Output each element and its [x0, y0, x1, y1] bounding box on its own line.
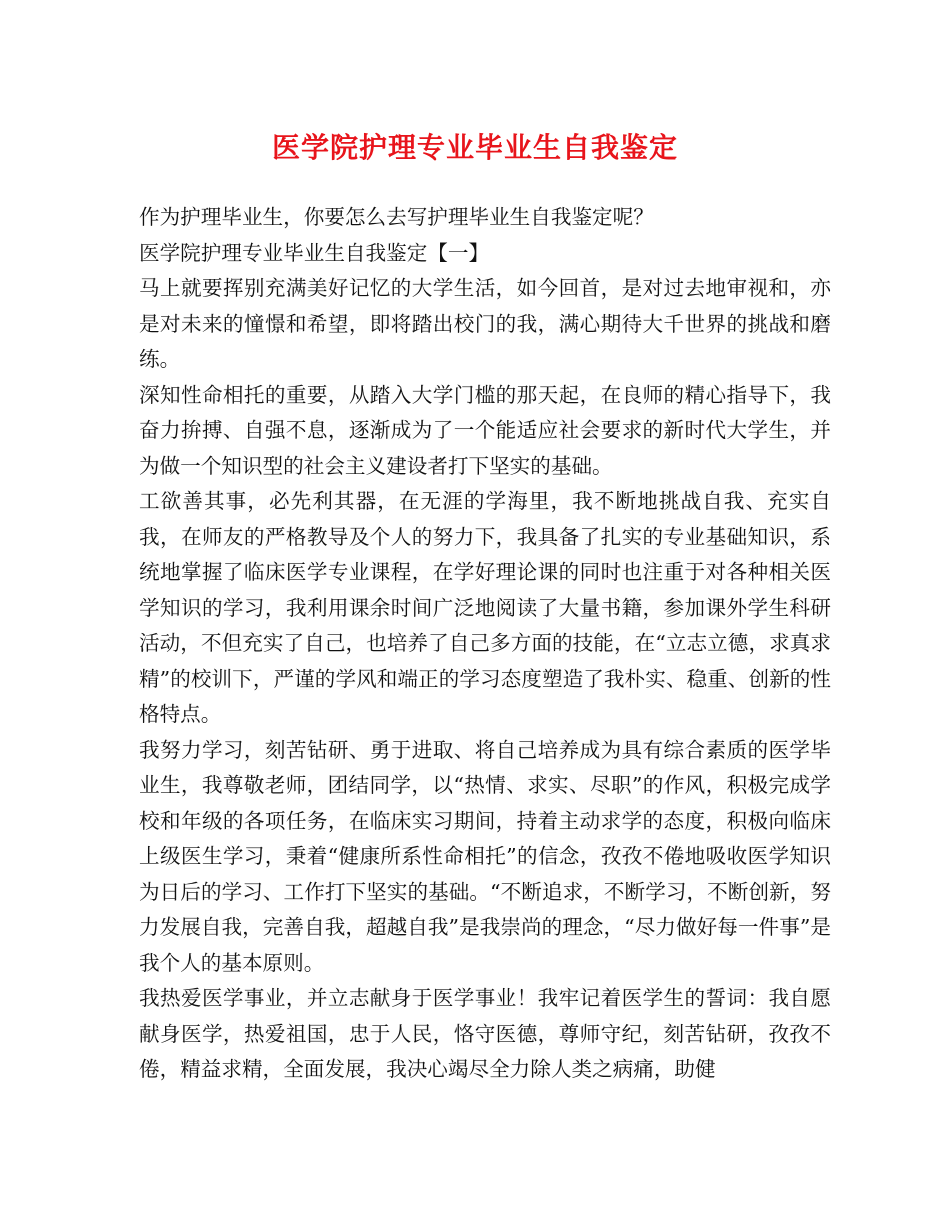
paragraph-3: 工欲善其事，必先利其器，在无涯的学海里，我不断地挑战自我、充实自我，在师友的严格教导及个人的努力下，我具备了扎实的专业基础知识，系统地掌握了临床医学专业课程，在学好理论课的同时也注重于对各种相关医学知识的学习，我利用课余时间广泛地阅读了大量书籍，参加课外学生科研活动，不但充实了自己，也培养了自己多方面的技能，在“立志立德，求真求精”的校训下，严谨的学风和端正的学习态度塑造了我朴实、稳重、创新的性格特点。	[139, 489, 831, 726]
paragraph-1: 马上就要挥别充满美好记忆的大学生活，如今回首，是对过去地审视和，亦是对未来的憧憬和希望，即将踏出校门的我，满心期待大千世界的挑战和磨练。	[139, 276, 831, 371]
paragraph-4: 我努力学习，刻苦钻研、勇于进取、将自己培养成为具有综合素质的医学毕业生，我尊敬老师，团结同学，以“热情、求实、尽职”的作风，积极完成学校和年级的各项任务，在临床实习期间，持着主动求学的态度，积极向临床上级医生学习，秉着“健康所系性命相托”的信念，孜孜不倦地吸收医学知识为日后的学习、工作打下坚实的基础。“不断追求，不断学习，不断创新，努力发展自我，完善自我，超越自我”是我崇尚的理念，“尽力做好每一件事”是我个人的基本原则。	[139, 737, 831, 975]
section-heading: 医学院护理专业毕业生自我鉴定【一】	[139, 240, 490, 265]
document-title: 医学院护理专业毕业生自我鉴定	[271, 131, 678, 164]
paragraph-5: 我热爱医学事业，并立志献身于医学事业！我牢记着医学生的誓词：我自愿献身医学，热爱祖国，忠于人民，恪守医德，尊师守纪，刻苦钻研，孜孜不倦，精益求精，全面发展，我决心竭尽全力除人类之病痛，助健	[139, 986, 831, 1081]
intro-question: 作为护理毕业生，你要怎么去写护理毕业生自我鉴定呢？	[139, 205, 654, 229]
document-body	[139, 200, 831, 1088]
paragraph-2: 深知性命相托的重要，从踏入大学门槛的那天起，在良师的精心指导下，我奋力拚搏、自强不息，逐渐成为了一个能适应社会要求的新时代大学生，并为做一个知识型的社会主义建设者打下坚实的基础。	[139, 382, 831, 478]
